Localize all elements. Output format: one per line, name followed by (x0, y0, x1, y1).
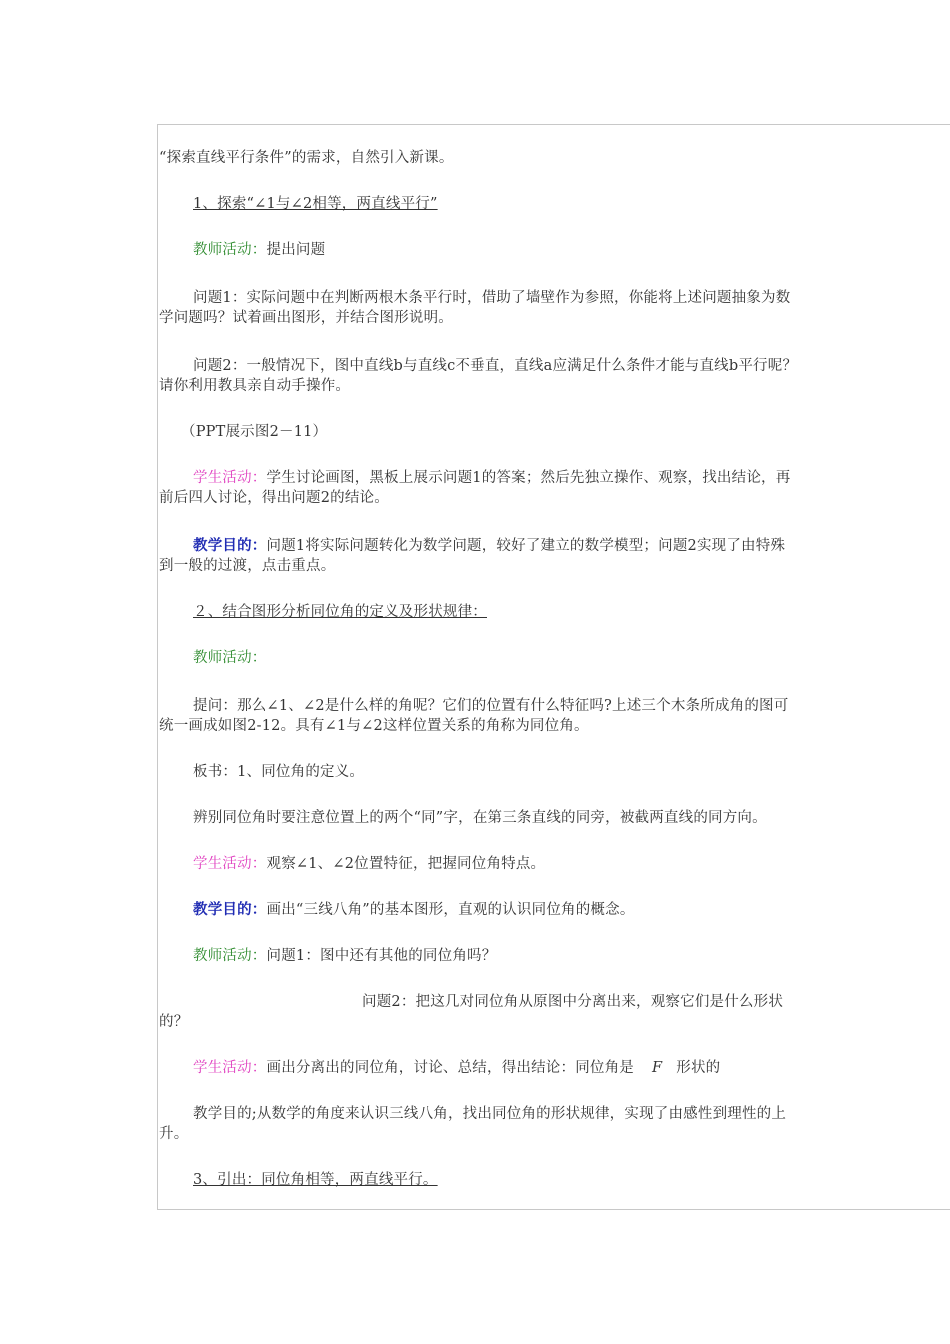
purpose-label: 教学目的： (193, 537, 267, 554)
sec2-student-text-2: 画出分离出的同位角，讨论、总结，得出结论：同位角是 (266, 1060, 634, 1076)
section-1-title (159, 194, 799, 214)
sec1-teacher-line (159, 240, 799, 260)
sec2-purpose-line-1 (159, 900, 799, 920)
teacher-label: 教师活动： (193, 650, 267, 666)
purpose-label: 教学目的： (193, 901, 267, 918)
shape-letter: F (652, 1060, 663, 1076)
sec1-ppt-note: （PPT展示图2－11） (181, 424, 328, 440)
sec2-student-line-1 (159, 854, 799, 874)
sec1-teacher-text: 提出问题 (266, 242, 326, 258)
sec2-student-line-2 (159, 1058, 799, 1078)
sec2-teacher-text-2: 问题1：图中还有其他的同位角吗？ (266, 948, 497, 964)
sec2-teacher-line-2 (159, 946, 799, 966)
sec2-purpose-text-1: 画出“三线八角”的基本图形，直观的认识同位角的概念。 (266, 902, 635, 918)
sec2-question-2: 问题2：把这几对同位角从原图中分离出来，观察它们是什么形状的？ (159, 994, 784, 1030)
student-label: 学生活动： (193, 1060, 267, 1076)
intro-line: “探索直线平行条件”的需求，自然引入新课。 (159, 150, 454, 166)
section-1-title-text: 1、探索“∠1与∠2相等，两直线平行” (193, 196, 438, 212)
section-3-title-text: 3、引出：同位角相等，两直线平行。 (193, 1172, 438, 1188)
sec2-note: 辨别同位角时要注意位置上的两个“同”字，在第三条直线的同旁，被截两直线的同方向。 (193, 810, 767, 826)
sec1-purpose-text: 问题1将实际问题转化为数学问题，较好了建立的数学模型；问题2实现了由特殊到一般的过渡，点击重点。 (159, 538, 786, 574)
document-body (159, 148, 799, 1190)
sec1-purpose-line (159, 536, 799, 576)
section-2-title-text: ２、结合图形分析同位角的定义及形状规律： (193, 604, 487, 620)
student-label: 学生活动： (193, 470, 267, 486)
student-label: 学生活动： (193, 856, 267, 872)
section-2-title (159, 602, 799, 622)
sec2-ask: 提问：那么∠1、∠2是什么样的角呢？它们的位置有什么特征吗?上述三个木条所成角的图可统一画成如图2-12。具有∠1与∠2这样位置关系的角称为同位角。 (159, 698, 789, 734)
sec2-student-text-1: 观察∠1、∠2位置特征，把握同位角特点。 (266, 856, 546, 872)
sec2-teacher-line (159, 648, 799, 668)
teacher-label: 教师活动： (193, 948, 267, 964)
sec2-student-text-2-tail: 形状的 (676, 1060, 721, 1076)
sec2-purpose-line-2: 教学目的;从数学的角度来认识三线八角，找出同位角的形状规律，实现了由感性到理性的上升。 (159, 1106, 787, 1142)
sec1-student-text: 学生讨论画图，黑板上展示问题1的答案；然后先独立操作、观察，找出结论，再前后四人讨论，得出问题2的结论。 (159, 470, 791, 506)
sec1-student-line (159, 468, 799, 508)
sec1-question-2: 问题2：一般情况下，图中直线b与直线c不垂直，直线a应满足什么条件才能与直线b平行呢？请你利用教具亲自动手操作。 (159, 358, 798, 394)
sec2-board: 板书：1、同位角的定义。 (193, 764, 365, 780)
teacher-label: 教师活动： (193, 242, 267, 258)
section-3-title (159, 1170, 799, 1190)
sec1-question-1: 问题1：实际问题中在判断两根木条平行时，借助了墙壁作为参照，你能将上述问题抽象为数学问题吗？试着画出图形，并结合图形说明。 (159, 290, 791, 326)
